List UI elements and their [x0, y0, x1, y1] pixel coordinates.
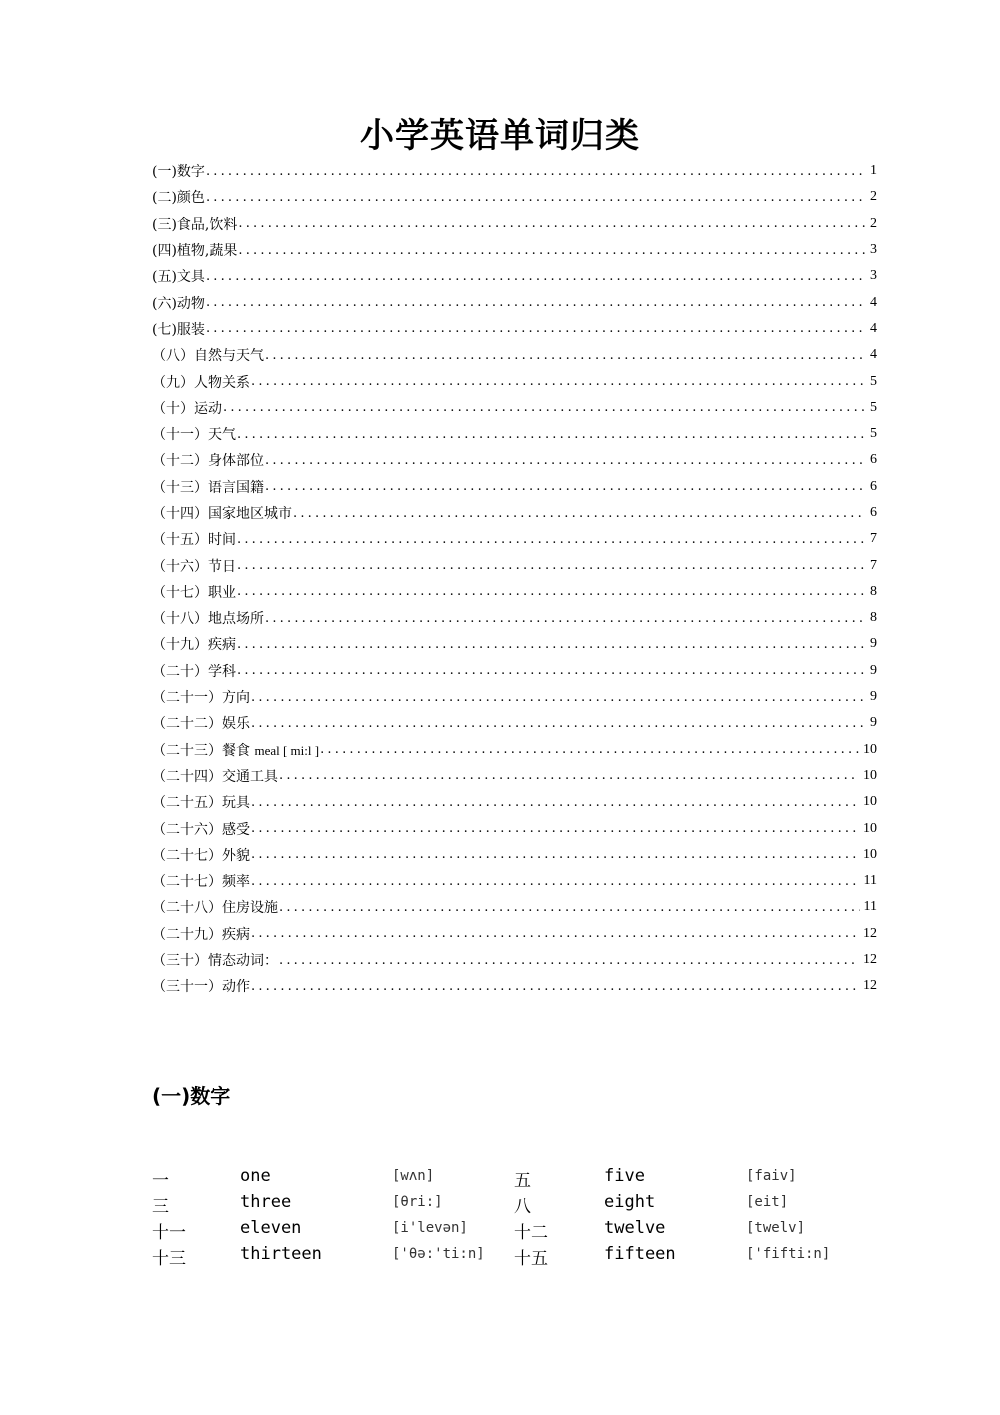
toc-entry-page: 10: [863, 846, 877, 862]
toc-entry[interactable]: [152, 237, 877, 263]
toc-entry-page: 5: [870, 426, 877, 442]
toc-entry[interactable]: [152, 526, 877, 552]
toc-leader-dots: [237, 427, 866, 442]
toc-entry-page: 5: [870, 373, 877, 389]
toc-entry-label: （二十九）疾病: [152, 926, 250, 943]
toc-entry[interactable]: [152, 421, 877, 447]
toc-entry-page: 11: [863, 899, 877, 915]
phonetic: [θri:]: [392, 1194, 443, 1210]
toc-entry-page: 9: [870, 715, 877, 731]
vocabulary-table: [152, 1166, 852, 1270]
toc-entry-label: （八）自然与天气: [152, 348, 264, 365]
toc-entry[interactable]: [152, 211, 877, 237]
toc-entry-label: (二)颜色: [152, 190, 205, 207]
toc-entry[interactable]: [152, 921, 877, 947]
english-word: twelve: [604, 1218, 666, 1238]
toc-leader-dots: [251, 874, 860, 889]
toc-entry[interactable]: [152, 316, 877, 342]
chinese-word: 十二: [514, 1223, 548, 1243]
toc-entry-label: （十五）时间: [152, 532, 236, 549]
toc-entry[interactable]: [152, 289, 877, 315]
toc-entry[interactable]: [152, 789, 877, 815]
toc-entry-label: （十六）节日: [152, 558, 236, 575]
toc-entry-page: 10: [863, 741, 877, 757]
toc-entry-label: (七)服装: [152, 321, 205, 338]
toc-leader-dots: [320, 742, 859, 757]
toc-entry-page: 2: [870, 215, 877, 231]
toc-leader-dots: [265, 611, 866, 626]
toc-leader-dots: [237, 558, 866, 573]
vocab-row: [152, 1218, 852, 1244]
toc-entry-page: 6: [870, 505, 877, 520]
toc-entry-label: （三十）情态动词：: [152, 953, 278, 970]
toc-leader-dots: [206, 164, 866, 179]
phonetic: [eit]: [746, 1194, 789, 1210]
toc-entry-label: （二十七）外貌: [152, 847, 250, 864]
english-word: eight: [604, 1192, 656, 1212]
toc-entry[interactable]: [152, 815, 877, 841]
toc-leader-dots: [206, 269, 866, 284]
toc-entry[interactable]: [152, 868, 877, 894]
toc-leader-dots: [251, 926, 859, 941]
vocab-row: [152, 1192, 852, 1218]
chinese-word: 十三: [152, 1249, 186, 1269]
toc-leader-dots: [206, 321, 866, 336]
toc-entry[interactable]: [152, 500, 877, 526]
toc-entry[interactable]: [152, 158, 877, 184]
toc-entry-page: 3: [870, 242, 877, 258]
toc-entry-label: （二十）学科: [152, 663, 236, 680]
toc-entry-label: （九）人物关系: [152, 374, 250, 391]
chinese-word: 八: [514, 1197, 531, 1217]
toc-entry-label: （二十二）娱乐: [152, 716, 250, 733]
toc-entry-label: （二十六）感受: [152, 821, 250, 838]
toc-leader-dots: [237, 663, 866, 678]
phonetic: ['θə:'ti:n]: [392, 1246, 485, 1262]
toc-leader-dots: [251, 374, 866, 389]
english-word: five: [604, 1166, 645, 1186]
table-of-contents: [152, 158, 877, 1000]
toc-entry-label: (一)数字: [152, 164, 205, 181]
toc-entry-label: （二十五）玩具: [152, 795, 250, 812]
toc-entry-label: （十七）职业: [152, 584, 236, 601]
toc-leader-dots: [293, 506, 866, 521]
english-word: eleven: [240, 1218, 302, 1238]
toc-entry-page: 12: [863, 925, 877, 941]
toc-leader-dots: [251, 821, 859, 836]
vocab-row: [152, 1244, 852, 1270]
toc-entry-label: （二十一）方向: [152, 690, 250, 707]
toc-entry-page: 7: [870, 557, 877, 573]
toc-entry-label: (四)植物,蔬果: [152, 243, 238, 260]
toc-entry-label: （二十七）频率: [152, 874, 250, 891]
toc-entry[interactable]: [152, 395, 877, 421]
toc-entry[interactable]: [152, 368, 877, 394]
section-heading: (一)数字: [152, 1084, 231, 1108]
toc-leader-dots: [251, 847, 859, 862]
toc-entry-label: （十）运动: [152, 400, 222, 417]
toc-entry-page: 9: [870, 636, 877, 652]
toc-entry-label: (六)动物: [152, 295, 205, 312]
toc-entry-sublabel: meal [ mi:l ]: [254, 742, 320, 758]
toc-entry[interactable]: [152, 947, 877, 973]
toc-leader-dots: [238, 243, 866, 258]
toc-leader-dots: [251, 716, 866, 731]
toc-entry-label: （十三）语言国籍: [152, 479, 264, 496]
toc-entry-page: 6: [870, 452, 877, 468]
toc-entry-label: (五)文具: [152, 269, 205, 286]
phonetic: [i'levən]: [392, 1220, 468, 1236]
toc-leader-dots: [251, 795, 859, 810]
toc-entry[interactable]: [152, 684, 877, 710]
toc-entry[interactable]: [152, 710, 877, 736]
toc-leader-dots: [265, 348, 866, 363]
chinese-word: 十五: [514, 1249, 548, 1269]
toc-leader-dots: [265, 453, 866, 468]
toc-entry-label: （十一）天气: [152, 427, 236, 444]
toc-entry-page: 8: [870, 583, 877, 599]
toc-entry-page: 3: [870, 268, 877, 284]
toc-entry-page: 11: [863, 873, 877, 889]
toc-entry[interactable]: [152, 605, 877, 631]
toc-entry-page: 7: [870, 531, 877, 547]
toc-entry-page: 5: [870, 399, 877, 415]
english-word: one: [240, 1166, 271, 1186]
toc-leader-dots: [265, 479, 866, 494]
toc-entry-page: 4: [870, 320, 877, 336]
toc-entry[interactable]: [152, 474, 877, 500]
toc-leader-dots: [279, 900, 860, 915]
toc-leader-dots: [238, 216, 866, 231]
phonetic: [twelv]: [746, 1220, 806, 1236]
toc-leader-dots: [251, 979, 859, 994]
toc-entry[interactable]: [152, 447, 877, 473]
toc-entry-label: （十八）地点场所: [152, 611, 264, 628]
toc-entry-page: 6: [870, 478, 877, 494]
english-word: fifteen: [604, 1244, 676, 1264]
toc-entry[interactable]: [152, 552, 877, 578]
toc-leader-dots: [237, 637, 866, 652]
toc-entry-label: （十二）身体部位: [152, 453, 264, 470]
toc-entry-page: 9: [870, 662, 877, 678]
toc-entry[interactable]: [152, 894, 877, 920]
toc-leader-dots: [206, 295, 866, 310]
toc-leader-dots: [251, 690, 866, 705]
chinese-word: 三: [152, 1197, 169, 1217]
toc-entry-page: 10: [863, 820, 877, 836]
phonetic: [faiv]: [746, 1168, 797, 1184]
chinese-word: 十一: [152, 1223, 186, 1243]
english-word: thirteen: [240, 1244, 322, 1264]
toc-leader-dots: [279, 953, 859, 968]
toc-entry-label: (三)食品,饮料: [152, 216, 238, 233]
toc-entry[interactable]: [152, 658, 877, 684]
toc-entry-label: （十九）疾病: [152, 637, 236, 654]
chinese-word: 一: [152, 1171, 169, 1191]
toc-entry[interactable]: [152, 631, 877, 657]
toc-entry-page: 8: [870, 610, 877, 626]
toc-entry-page: 1: [870, 163, 877, 179]
toc-entry-label: （二十八）住房设施: [152, 900, 278, 917]
toc-entry[interactable]: [152, 579, 877, 605]
toc-entry[interactable]: [152, 763, 877, 789]
toc-entry-page: 10: [863, 767, 877, 783]
english-word: three: [240, 1192, 292, 1212]
toc-entry-page: 4: [870, 347, 877, 363]
toc-leader-dots: [279, 768, 859, 783]
toc-entry[interactable]: [152, 842, 877, 868]
toc-entry-label: （二十三）餐食 meal [ mi:l ]: [152, 742, 320, 759]
toc-entry-label: （十四）国家地区城市: [152, 506, 292, 522]
toc-entry[interactable]: [152, 342, 877, 368]
phonetic: [wʌn]: [392, 1168, 435, 1184]
toc-leader-dots: [237, 584, 866, 599]
toc-leader-dots: [206, 190, 866, 205]
toc-entry-page: 12: [863, 952, 877, 968]
toc-entry[interactable]: [152, 184, 877, 210]
toc-entry[interactable]: [152, 263, 877, 289]
page-title: 小学英语单词归类: [360, 116, 640, 156]
chinese-word: 五: [514, 1171, 531, 1191]
phonetic: ['fifti:n]: [746, 1246, 831, 1262]
toc-leader-dots: [237, 532, 866, 547]
vocab-row: [152, 1166, 852, 1192]
toc-entry-page: 9: [870, 689, 877, 705]
toc-entry-page: 2: [870, 189, 877, 205]
toc-entry-page: 12: [863, 978, 877, 994]
toc-leader-dots: [223, 400, 866, 415]
toc-entry-label: （二十四）交通工具: [152, 768, 278, 785]
toc-entry[interactable]: [152, 973, 877, 999]
toc-entry-page: 4: [870, 294, 877, 310]
toc-entry-label: （三十一）动作: [152, 979, 250, 996]
toc-entry-page: 10: [863, 794, 877, 810]
toc-entry[interactable]: [152, 737, 877, 763]
